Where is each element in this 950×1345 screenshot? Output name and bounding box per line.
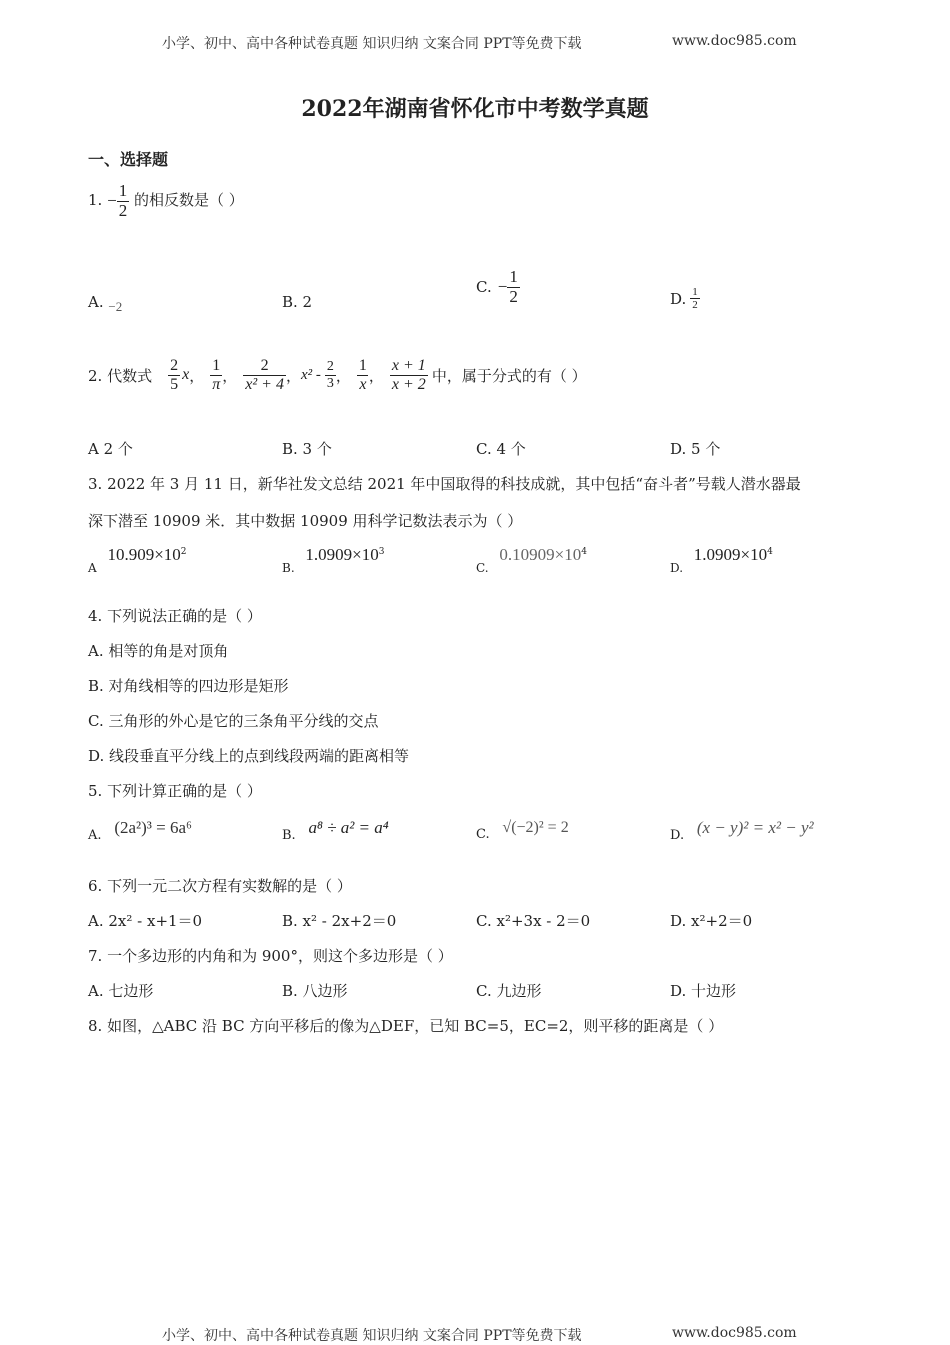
option-label: C. — [476, 278, 492, 297]
option-b[interactable] — [282, 545, 385, 575]
option-label: A — [88, 561, 97, 575]
option-value: 1.0909×10 — [693, 545, 768, 564]
separator: ， — [368, 366, 384, 385]
minus-sign: − — [497, 277, 508, 297]
question-3-line-1: 3. 2022 年 3 月 11 日，新华社发文总结 2021 年中国取得的科技成就，其中包括“奋斗者”号载人潜水器最 — [88, 475, 801, 493]
option-value: 0.10909×10 — [499, 545, 582, 564]
fraction-denominator: 5 — [170, 375, 179, 393]
question-number: 1. — [88, 191, 103, 210]
option-a[interactable] — [88, 545, 187, 575]
option-value: (x − y)² = x² − y² — [696, 818, 814, 837]
option-d[interactable]: D. 十边形 — [670, 982, 737, 1000]
option-c[interactable] — [476, 545, 587, 575]
fraction — [117, 182, 130, 220]
fraction-denominator: 2 — [692, 299, 698, 312]
option-value: (2a²)³ = 6a⁶ — [114, 818, 192, 837]
option-label: B. — [282, 561, 295, 575]
fraction-denominator: 3 — [326, 375, 334, 391]
option-value: 1.0909×10 — [305, 545, 379, 564]
option-value: 10.909×10 — [107, 545, 181, 564]
option-label: D. — [670, 561, 684, 575]
fraction-denominator: x² + 4 — [245, 375, 284, 393]
exponent: 2 — [180, 547, 187, 557]
fraction-numerator: 1 — [212, 356, 221, 374]
fraction — [507, 268, 520, 306]
fraction-numerator: 2 — [326, 359, 334, 375]
option-label: A. — [88, 293, 104, 311]
separator: ， — [222, 366, 238, 385]
fraction-denominator: 2 — [509, 286, 518, 306]
expression: x² - — [300, 366, 321, 383]
fraction-numerator: 1 — [358, 356, 367, 374]
question-1 — [88, 182, 244, 220]
fraction — [325, 359, 336, 391]
option-b[interactable]: B. 2 — [282, 293, 313, 311]
option-value: √(−2)² = 2 — [502, 819, 569, 836]
exponent: 4 — [767, 547, 773, 557]
question-7: 7. 一个多边形的内角和为 900°，则这个多边形是（ ） — [88, 947, 453, 965]
fraction — [357, 357, 369, 393]
fraction — [390, 357, 428, 393]
question-5: 5. 下列计算正确的是（ ） — [88, 782, 262, 800]
separator: ， — [285, 366, 301, 385]
question-6: 6. 下列一元二次方程有实数解的是（ ） — [88, 877, 352, 895]
option-label: A. — [88, 828, 102, 843]
question-8: 8. 如图，△ABC 沿 BC 方向平移后的像为△DEF，已知 BC=5，EC=2，则平移的距离是（ ） — [88, 1017, 724, 1035]
fraction-denominator: x + 2 — [391, 375, 426, 393]
option-b[interactable]: B. 八边形 — [282, 982, 348, 1000]
question-text: 中，属于分式的有（ ） — [431, 366, 587, 385]
question-text: 的相反数是（ ） — [133, 191, 244, 210]
fraction — [243, 357, 286, 393]
question-4: 4. 下列说法正确的是（ ） — [88, 607, 262, 625]
variable: x — [182, 366, 190, 383]
fraction-numerator: 1 — [692, 286, 698, 298]
option-d[interactable] — [670, 818, 814, 843]
fraction-numerator: x + 1 — [391, 356, 426, 374]
separator: ， — [189, 366, 205, 385]
option-d[interactable] — [670, 545, 773, 575]
option-label: B. — [282, 828, 296, 843]
fraction-denominator: x — [359, 375, 367, 393]
option-label: C. — [476, 827, 490, 842]
option-b[interactable]: B. 3 个 — [282, 440, 332, 458]
option-c[interactable] — [476, 818, 569, 842]
option-d[interactable]: D. x²+2＝0 — [670, 912, 753, 930]
question-2 — [88, 350, 587, 400]
page-header-text: 小学、初中、高中各种试卷真题 知识归纳 文案合同 PPT等免费下载 — [162, 36, 582, 52]
option-c[interactable]: C. 九边形 — [476, 982, 542, 1000]
option-a[interactable]: A 2 个 — [88, 440, 133, 458]
fraction-denominator: 2 — [118, 200, 128, 220]
section-heading-choice: 一、选择题 — [88, 150, 169, 169]
option-a[interactable] — [88, 818, 192, 843]
option-d[interactable]: D. 线段垂直平分线上的点到线段两端的距离相等 — [88, 747, 410, 765]
option-a[interactable]: A. 七边形 — [88, 982, 154, 1000]
option-label: C. — [476, 561, 489, 575]
exponent: 4 — [581, 547, 587, 557]
fraction — [690, 286, 700, 311]
option-b[interactable]: B. 对角线相等的四边形是矩形 — [88, 677, 289, 695]
option-a[interactable] — [88, 293, 123, 314]
question-number: 2. 代数式 — [88, 366, 153, 385]
option-value: a⁸ ÷ a² = a⁴ — [308, 818, 389, 837]
option-a[interactable]: A. 相等的角是对顶角 — [88, 642, 229, 660]
fraction-numerator: 1 — [118, 181, 128, 200]
option-b[interactable] — [282, 818, 389, 843]
separator: ， — [335, 366, 351, 385]
option-d[interactable] — [670, 286, 700, 311]
fraction — [210, 357, 222, 393]
page-footer-url[interactable]: www.doc985.com — [672, 1325, 797, 1341]
question-3-line-2: 深下潜至 10909 米．其中数据 10909 用科学记数法表示为（ ） — [88, 512, 523, 530]
fraction-numerator: 2 — [260, 356, 269, 374]
option-c[interactable] — [476, 268, 520, 306]
option-b[interactable]: B. x² - 2x+2＝0 — [282, 912, 397, 930]
fraction — [168, 357, 180, 393]
option-c[interactable]: C. x²+3x - 2＝0 — [476, 912, 591, 930]
document-title: 2022年湖南省怀化市中考数学真题 — [301, 96, 649, 122]
exponent: 3 — [378, 547, 385, 557]
page-header-url[interactable]: www.doc985.com — [672, 33, 797, 49]
option-c[interactable]: C. 三角形的外心是它的三条角平分线的交点 — [88, 712, 379, 730]
option-value: −2 — [108, 299, 123, 314]
fraction-numerator: 2 — [170, 356, 179, 374]
fraction-denominator: π — [212, 375, 221, 393]
option-d[interactable]: D. 5 个 — [670, 440, 721, 458]
minus-sign: − — [107, 191, 117, 211]
option-c[interactable]: C. 4 个 — [476, 440, 526, 458]
option-label: D. — [670, 828, 685, 843]
page-footer-text: 小学、初中、高中各种试卷真题 知识归纳 文案合同 PPT等免费下载 — [162, 1328, 582, 1344]
option-a[interactable]: A. 2x² - x+1＝0 — [88, 912, 203, 930]
fraction-numerator: 1 — [509, 267, 518, 286]
option-label: D. — [670, 289, 687, 308]
